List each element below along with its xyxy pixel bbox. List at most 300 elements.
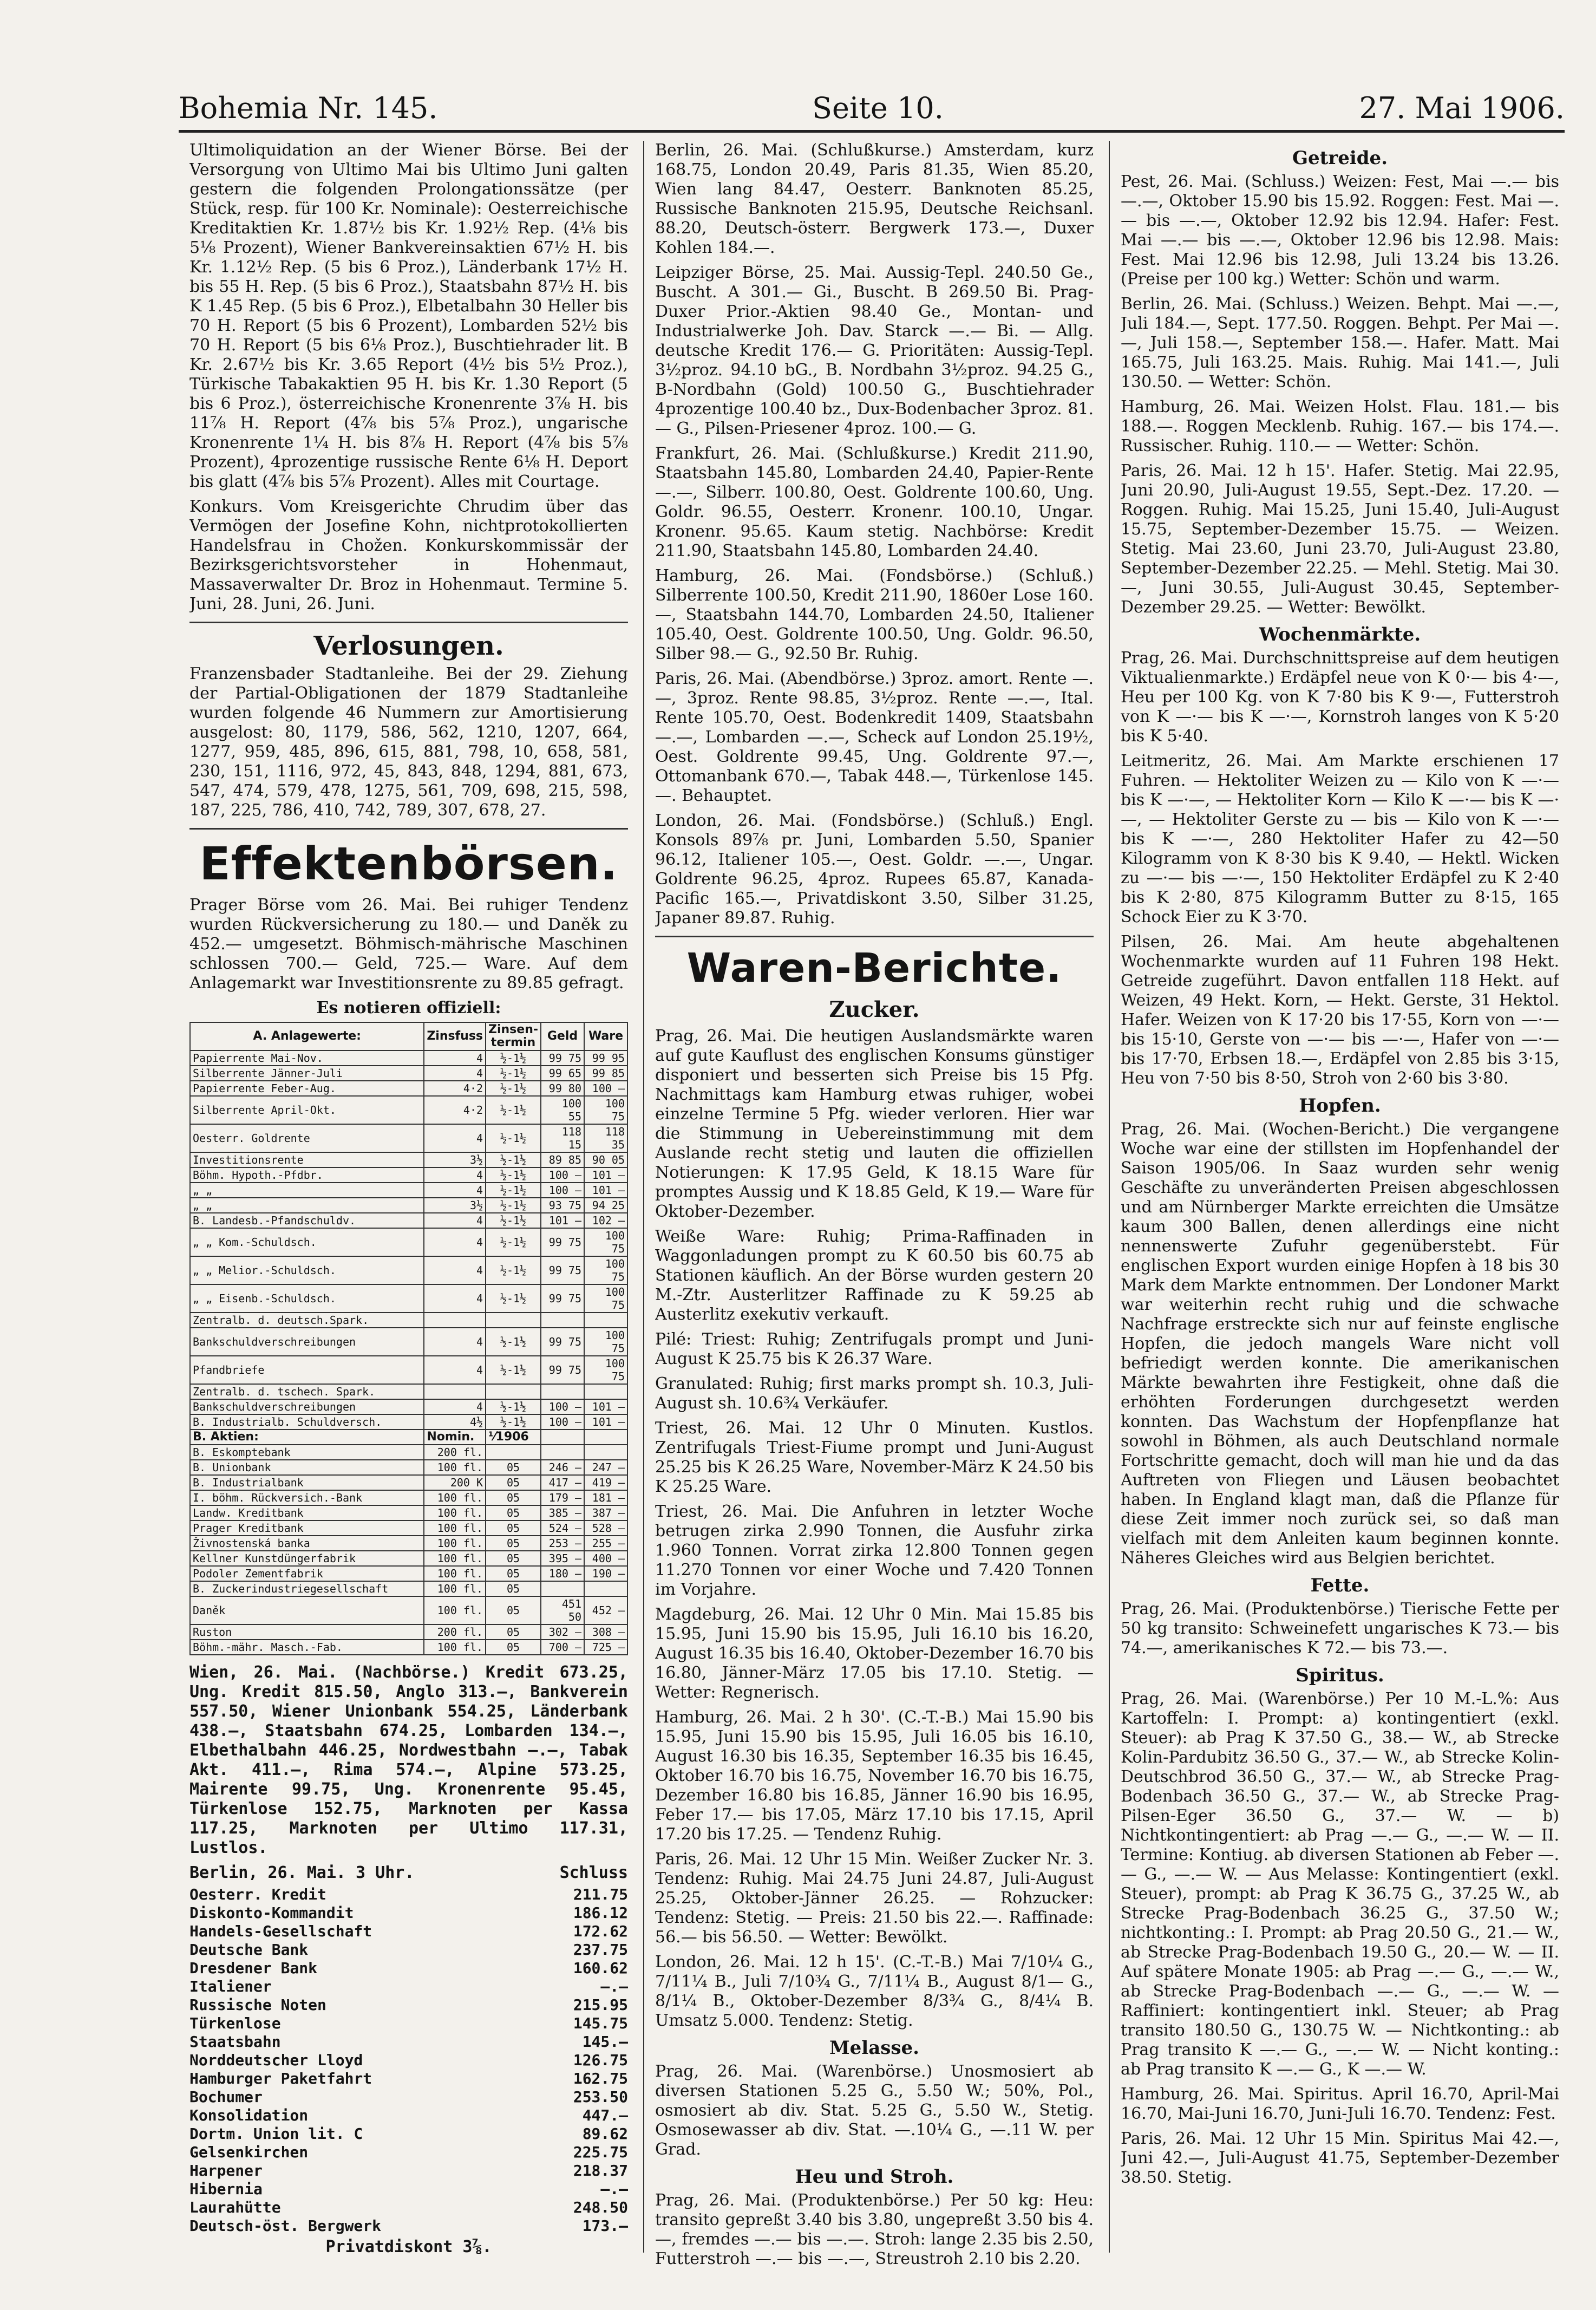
table-header: Zinsen-termin bbox=[486, 1022, 541, 1050]
list-item-name: Bochumer bbox=[189, 2088, 263, 2106]
table-cell: „ „ bbox=[190, 1198, 424, 1213]
table-row bbox=[190, 1081, 627, 1096]
table-cell: 200 fl. bbox=[424, 1624, 486, 1640]
page-header bbox=[179, 81, 1565, 133]
article-hopfen: Prag, 26. Mai. (Wochen-Bericht.) Die vergangene Woche war eine der stillsten im Hopfenhandel der Saison 1905/06. In Saaz wurden sehr wenig Geschäfte zu unveränderten Preisen abgeschlossen und am Nürnberger Markte erreichten die Umsätze kaum 300 Ballen, denen allerdings eine nicht nennenswerte Zufuhr gegenüberstebt. Für englischen Export wurden einige Hopfen à 18 bis 30 Mark dem Markte entnommen. Der Londoner Markt war weiterhin recht ruhig und die schwache Nachfrage erstreckte sich nur auf feinste englische Hopfen, die jedoch mangels Ware nicht voll befriedigt werden konnte. Die amerikanischen Märkte bewahrten ihre Festigkeit, ohne daß die erhöhten Forderungen durchgesetzt werden konnten. Das Wachstum der Hopfenpflanze hat sowohl in Böhmen, als auch Deutschland normale Fortschritte gemacht, doch will man hie und da das Auftreten von Fliegen und Läusen beobachtet haben. In England klagt man, daß die Pflanze für diese Zeit immer noch zurück sei, so daß man vielfach mit dem Anleiten kaum beginnen konnte. Näheres Gleiches wird aus Belgien berichtet. bbox=[1121, 1120, 1559, 1568]
table-cell: ½-1½ bbox=[486, 1066, 541, 1081]
divider bbox=[655, 936, 1094, 937]
table-cell: ½-1½ bbox=[486, 1284, 541, 1313]
divider bbox=[189, 828, 628, 830]
article-paris: Paris, 26. Mai. (Abendbörse.) 3proz. amort. Rente —.—, 3proz. Rente 98.85, 3½proz. Rente —.—, Ital. Rente 105.70, Oest. Bodenkredit 1409, Staatsbahn —.—, Lombarden —.—, Scheck auf London 25.19½, Oest. Goldrente 99.45, Ung. Goldrente 97.—, Ottomanbank 670.—, Tabak 448.—, Türkenlose 145.—. Behauptet. bbox=[655, 669, 1094, 805]
list-item bbox=[189, 2106, 628, 2125]
table-cell: 700 — bbox=[541, 1640, 584, 1655]
berlin-quote-list bbox=[189, 1863, 628, 2256]
article-prager-boerse: Prager Börse vom 26. Mai. Bei ruhiger Tendenz wurden Rückversicherung zu 180.— und Daněk zu 452.— umgesetzt. Böhmisch-mährische Maschinen schlossen 700.— Geld, 725.— Ware. Auf dem Anlagemarkt war Investitionsrente zu 89.85 gefragt. bbox=[189, 896, 628, 993]
table-cell bbox=[584, 1445, 627, 1460]
table-cell: B. Industrialb. Schuldversch. bbox=[190, 1414, 424, 1430]
table-cell: ½-1½ bbox=[486, 1256, 541, 1284]
table-cell: 94 25 bbox=[584, 1198, 627, 1213]
table-row bbox=[190, 1566, 627, 1581]
article-verlosung: Franzensbader Stadtanleihe. Bei der 29. Ziehung der Partial-Obligationen der 1879 Stadtanleihe wurden folgende 46 Nummern zur Amortisierung ausgelost: 80, 1179, 586, 562, 1210, 1207, 664, 1277, 959, 485, 896, 615, 881, 798, 10, 658, 581, 230, 151, 1116, 972, 45, 843, 848, 1294, 881, 673, 547, 474, 579, 478, 1275, 561, 709, 698, 215, 598, 187, 225, 786, 410, 742, 789, 307, 678, 27. bbox=[189, 664, 628, 820]
list-item-name: Deutsch-öst. Bergwerk bbox=[189, 2217, 382, 2235]
table-cell: 247 — bbox=[584, 1460, 627, 1475]
list-item-value: 218.37 bbox=[573, 2162, 628, 2180]
table-row bbox=[190, 1414, 627, 1430]
table-cell: 100 — bbox=[541, 1414, 584, 1430]
list-item bbox=[189, 2217, 628, 2235]
table-cell: Silberrente April-Okt. bbox=[190, 1096, 424, 1124]
article-london: London, 26. Mai. (Fondsbörse.) (Schluß.) Engl. Konsols 89⅞ pr. Juni, Lombarden 5.50, Spanier 96.12, Italiener 105.—, Oest. Goldr. —.—, Ungar. Goldrente 96.25, 4proz. Rupees 65.87, Kanada-Pacific 165.—, Privatdiskont 3.50, Silber 31.25, Japaner 89.87. Ruhig. bbox=[655, 811, 1094, 928]
article-spiritus-hamburg: Hamburg, 26. Mai. Spiritus. April 16.70, April-Mai 16.70, Mai-Juni 16.70, Juni-Juli 16.70. Tendenz: Fest. bbox=[1121, 2085, 1559, 2123]
table-cell: 102 — bbox=[584, 1213, 627, 1228]
table-cell: Landw. Kreditbank bbox=[190, 1505, 424, 1521]
article-wien-nachboerse: Wien, 26. Mai. (Nachbörse.) Kredit 673.25, Ung. Kredit 815.50, Anglo 313.—, Bankverein 557.50, Wiener Unionbank 554.25, Länderbank 438.—, Staatsbahn 674.25, Lombarden 134.—, Elbethalbahn 446.25, Nordwestbahn —.—, Tabak Akt. 411.—, Rima 574.—, Alpine 573.25, Mairente 99.75, Ung. Kronenrente 95.45, Türkenlose 152.75, Marknoten per Kassa 117.25, Marknoten per Ultimo 117.31, Lustlos. bbox=[189, 1663, 628, 1857]
table-cell: ½-1½ bbox=[486, 1356, 541, 1384]
table-header: Zinsfuss bbox=[424, 1022, 486, 1050]
list-item-name: Oesterr. Kredit bbox=[189, 1885, 326, 1903]
list-item bbox=[189, 2125, 628, 2143]
table-cell: Kellner Kunstdüngerfabrik bbox=[190, 1551, 424, 1566]
table-body-a bbox=[190, 1050, 627, 1430]
table-cell: 725 — bbox=[584, 1640, 627, 1655]
table-cell: 395 — bbox=[541, 1551, 584, 1566]
table-row bbox=[190, 1183, 627, 1198]
table-cell: Silberrente Jänner-Juli bbox=[190, 1066, 424, 1081]
table-cell: 99 75 bbox=[541, 1256, 584, 1284]
article-leipziger: Leipziger Börse, 25. Mai. Aussig-Tepl. 240.50 Ge., Buscht. A 301.— Gi., Buscht. B 269.50 Bi. Prag-Duxer Prior.-Aktien 98.40 Ge., Montan- und Industrialwerke Joh. Dav. Starck —.— Bi. — Allg. deutsche Kredit 176.— G. Prioritäten: Aussig-Tepl. 3½proz. 94.10 bG., B. Nordbahn 3½proz. 94.25 G., B-Nordbahn (Gold) 100.50 G., Buschtiehrader 4prozentige 100.40 bz., Dux-Bodenbacher 3proz. 81.— G., Pilsen-Priesener 4proz. 100.— G. bbox=[655, 263, 1094, 438]
list-item bbox=[189, 2051, 628, 2070]
table-cell: 255 — bbox=[584, 1536, 627, 1551]
list-item-name: Italiener bbox=[189, 1978, 272, 1995]
column-3 bbox=[1121, 141, 1559, 2269]
list-item bbox=[189, 1904, 628, 1922]
table-cell: 181 — bbox=[584, 1490, 627, 1505]
list-item-value: 253.50 bbox=[573, 2088, 628, 2106]
section-title-hopfen: Hopfen. bbox=[1299, 1095, 1381, 1117]
table-cell bbox=[486, 1313, 541, 1328]
table-cell bbox=[584, 1581, 627, 1596]
table-cell: 118 35 bbox=[584, 1124, 627, 1152]
list-item-value: 447.— bbox=[582, 2106, 628, 2124]
table-cell: 99 75 bbox=[541, 1228, 584, 1256]
table-cell: 4½ bbox=[424, 1414, 486, 1430]
list-item-name: Konsolidation bbox=[189, 2106, 309, 2124]
list-item-value: —.— bbox=[600, 2180, 628, 2198]
table-cell: 4 bbox=[424, 1066, 486, 1081]
table-cell: 99 95 bbox=[584, 1050, 627, 1066]
table-cell: 524 — bbox=[541, 1521, 584, 1536]
section-title-wochenmaerkte: Wochenmärkte. bbox=[1259, 624, 1421, 645]
table-cell: Živnostenská banka bbox=[190, 1536, 424, 1551]
table-cell: 100 fl. bbox=[424, 1460, 486, 1475]
table-cell: Oesterr. Goldrente bbox=[190, 1124, 424, 1152]
list-item bbox=[189, 2033, 628, 2051]
article-zucker-weisse: Weiße Ware: Ruhig; Prima-Raffinaden in Waggonladungen prompt zu K 60.50 bis 60.75 ab Stationen käuflich. An der Börse wurden gestern 20 M.-Ztr. Austerlitzer Raffinade zu K 59.25 ab Austerlitz exekutiv verkauft. bbox=[655, 1227, 1094, 1324]
table-cell: 05 bbox=[486, 1640, 541, 1655]
article-triest-2: Triest, 26. Mai. Die Anfuhren in letzter Woche betrugen zirka 2.990 Tonnen, die Ausfuhr zirka 1.960 Tonnen. Vorrat zirka 12.800 Tonnen gegen 11.270 Tonnen vor einer Woche und 7.420 Tonnen im Vorjahre. bbox=[655, 1502, 1094, 1599]
article-pilsen: Pilsen, 26. Mai. Am heute abgehaltenen Wochenmarkte wurden auf 11 Fuhren 198 Hekt. Getreide zugeführt. Davon entfallen 118 Hekt. auf Weizen, 49 Hekt. Korn, — Hekt. Gerste, 31 Hektol. Hafer. Weizen von K 17·20 bis 17·55, Korn von —·— bis 15·10, Gerste von —·— bis —·—, Hafer von —·— bis 17·70, Erbsen 18.—, Erdäpfel von 2.85 bis 3·15, Heu von 7·50 bis 8·50, Stroh von 2·60 bis 3·80. bbox=[1121, 932, 1559, 1088]
table-cell: ½-1½ bbox=[486, 1198, 541, 1213]
article-ultimo: Ultimoliquidation an der Wiener Börse. Bei der Versorgung von Ultimo Mai bis Ultimo Juni galten gestern die folgenden Prolongationssätze (per Stück, resp. für 100 Kr. Nominale): Oesterreichische Kreditaktien Kr. 1.87½ bis Kr. 1.92½ Rep. (4⅛ bis 5⅛ Prozent), Wiener Bankvereinsaktien 67½ H. bis Kr. 1.12½ Rep. (5 bis 6 Proz.), Länderbank 17½ H. bis 55 H. Rep. (5 bis 6 Proz.), Staatsbahn 87½ H. bis K 1.45 Rep. (5 bis 6 Proz.), Elbetalbahn 30 Heller bis 70 H. Report (5 bis 6 Prozent), Lombarden 52½ bis 70 H. Report (5 bis 6⅛ Proz.), Buschtiehrader lit. B Kr. 2.67½ bis Kr. 3.65 Report (4½ bis 5½ Proz.), Türkische Tabakaktien 95 H. bis Kr. 1.30 Report (5 bis 6 Proz.), österreichische Kronenrente 3⅞ H. bis 11⅞ H. Report (4⅞ bis 5⅞ Proz.), ungarische Kronenrente 1¼ H. bis 8⅞ H. Report (4⅞ bis 5⅞ Prozent), 4prozentige russische Rente 6⅛ H. Deport bis glatt (4⅞ bis 5⅞ Prozent). Alles mit Courtage. bbox=[189, 141, 628, 491]
table-cell: 101 — bbox=[584, 1183, 627, 1198]
table-cell: Böhm.-mähr. Masch.-Fab. bbox=[190, 1640, 424, 1655]
table-cell: 05 bbox=[486, 1596, 541, 1624]
table-cell: 452 — bbox=[584, 1596, 627, 1624]
table-cell: 4·2 bbox=[424, 1081, 486, 1096]
table-cell: 100 75 bbox=[584, 1328, 627, 1356]
table-cell: B. Landesb.-Pfandschuldv. bbox=[190, 1213, 424, 1228]
column-divider bbox=[643, 141, 644, 2253]
list-item-name: Türkenlose bbox=[189, 2014, 281, 2032]
berlin-list-header bbox=[189, 1863, 628, 1882]
table-cell: 417 — bbox=[541, 1475, 584, 1490]
article-spiritus-paris: Paris, 26. Mai. 12 Uhr 15 Min. Spiritus Mai 42.—, Juni 42.—, Juli-August 41.75, September-Dezember 38.50. Stetig. bbox=[1121, 2129, 1559, 2187]
table-cell: 89 85 bbox=[541, 1152, 584, 1167]
section-title-spiritus: Spiritus. bbox=[1296, 1665, 1384, 1686]
table-cell bbox=[541, 1313, 584, 1328]
table-cell: Daněk bbox=[190, 1596, 424, 1624]
table-header bbox=[541, 1430, 584, 1445]
table-cell: B. Industrialbank bbox=[190, 1475, 424, 1490]
article-leitmeritz: Leitmeritz, 26. Mai. Am Markte erschienen 17 Fuhren. — Hektoliter Weizen zu — Kilo von K —·— bis K —·—, — Hektoliter Korn — Kilo K —·— bis K —·—, — Hektoliter Gerste zu — bis — Kilo von K —·— bis K —·—, 280 Hektoliter Hafer zu 42—50 Kilogramm von K 8·30 bis K 9.40, — Hektl. Wicken zu —·— bis —·—, 150 Hektoliter Erdäpfel zu K 2·40 bis K 2·80, 875 Kilogramm Butter zu 8·15, 165 Schock Eier zu K 3·70. bbox=[1121, 752, 1559, 926]
table-header: Ware bbox=[584, 1022, 627, 1050]
section-title-getreide: Getreide. bbox=[1292, 147, 1388, 169]
list-item-name: Dortm. Union lit. C bbox=[189, 2125, 363, 2143]
table-cell: 100 — bbox=[541, 1167, 584, 1183]
list-item-value: 162.75 bbox=[573, 2070, 628, 2087]
table-cell: 100 75 bbox=[584, 1228, 627, 1256]
table-cell: 4 bbox=[424, 1228, 486, 1256]
table-cell: 246 — bbox=[541, 1460, 584, 1475]
issue-date: 27. Mai 1906. bbox=[1359, 91, 1565, 125]
table-cell: ½-1½ bbox=[486, 1124, 541, 1152]
table-cell: 99 85 bbox=[584, 1066, 627, 1081]
table-cell: 4 bbox=[424, 1124, 486, 1152]
table-cell: 100 — bbox=[541, 1399, 584, 1414]
table-row bbox=[190, 1066, 627, 1081]
table-row bbox=[190, 1313, 627, 1328]
table-cell: 180 — bbox=[541, 1566, 584, 1581]
notiert-label: Es notieren offiziell: bbox=[316, 999, 501, 1017]
table-row bbox=[190, 1581, 627, 1596]
table-row bbox=[190, 1624, 627, 1640]
table-cell: 100 — bbox=[541, 1183, 584, 1198]
list-item bbox=[189, 2014, 628, 2033]
table-cell: 100 fl. bbox=[424, 1566, 486, 1581]
table-cell: 100 75 bbox=[584, 1096, 627, 1124]
table-cell: 4·2 bbox=[424, 1096, 486, 1124]
list-item-value: 145.— bbox=[582, 2033, 628, 2051]
table-cell: „ „ Eisenb.-Schuldsch. bbox=[190, 1284, 424, 1313]
table-cell: Investitionsrente bbox=[190, 1152, 424, 1167]
table-cell: Böhm. Hypoth.-Pfdbr. bbox=[190, 1167, 424, 1183]
table-row bbox=[190, 1505, 627, 1521]
table-cell bbox=[424, 1313, 486, 1328]
table-cell bbox=[486, 1384, 541, 1399]
article-zucker-prag: Prag, 26. Mai. Die heutigen Auslandsmärkte waren auf gute Kauflust des englischen Konsums günstiger disponiert und besserten sich Preise bis 15 Pfg. Nachmittags kam Hamburg etwas ruhiger, wobei einzelne Termine 5 Pfg. wieder verloren. Hier war die Stimmung in Uebereinstimmung mit dem Auslande recht stetig und lauten die offiziellen Notierungen: K 17.95 Geld, K 18.15 Ware für promptes Aussig und K 18.85 Geld, K 19.— Ware für Oktober-Dezember. bbox=[655, 1027, 1094, 1221]
article-triest-1: Triest, 26. Mai. 12 Uhr 0 Minuten. Kustlos. Zentrifugals Triest-Fiume prompt und Juni-August 25.25 bis K 26.25 Ware, November-März K 24.50 bis K 25.25 Ware. bbox=[655, 1419, 1094, 1496]
table-cell: ½-1½ bbox=[486, 1081, 541, 1096]
table-cell: 528 — bbox=[584, 1521, 627, 1536]
table-cell bbox=[541, 1445, 584, 1460]
table-cell: Pfandbriefe bbox=[190, 1356, 424, 1384]
table-cell: ½-1½ bbox=[486, 1167, 541, 1183]
article-paris-getreide: Paris, 26. Mai. 12 h 15'. Hafer. Stetig. Mai 22.95, Juni 20.90, Juli-August 19.55, Sept.-Dez. 17.20. — Roggen. Ruhig. Mai 15.25, Juni 15.40, Juli-August 15.75, September-Dezember 15.75. — Weizen. Stetig. Mai 23.60, Juni 23.70, Juli-August 23.80, September-Dezember 22.25. — Mehl. Stetig. Mai 30.—, Juni 30.55, Juli-August 30.45, September-Dezember 29.25. — Wetter: Bewölkt. bbox=[1121, 461, 1559, 617]
list-item-name: Handels-Gesellschaft bbox=[189, 1922, 372, 1940]
article-heu-stroh: Prag, 26. Mai. (Produktenbörse.) Per 50 kg: Heu: transito gepreßt 3.40 bis 3.80, ungepreßt 3.50 bis 4.—, fremdes —.— bis —.—. Stroh: lange 2.35 bis 2.50, Futterstroh —.— bis —.—, Streustroh 2.10 bis 2.20. bbox=[655, 2191, 1094, 2268]
list-item-value: 126.75 bbox=[573, 2051, 628, 2069]
list-item-value: 248.50 bbox=[573, 2198, 628, 2216]
table-row bbox=[190, 1356, 627, 1384]
list-item bbox=[189, 1922, 628, 1941]
table-row bbox=[190, 1284, 627, 1313]
table-cell: 3½ bbox=[424, 1152, 486, 1167]
section-title-zucker: Zucker. bbox=[829, 997, 920, 1022]
table-cell: Prager Kreditbank bbox=[190, 1521, 424, 1536]
table-row bbox=[190, 1124, 627, 1152]
table-cell: ½-1½ bbox=[486, 1152, 541, 1167]
list-item bbox=[189, 2198, 628, 2217]
table-cell: 200 fl. bbox=[424, 1445, 486, 1460]
table-cell: ½-1½ bbox=[486, 1414, 541, 1430]
table-cell: „ „ Melior.-Schuldsch. bbox=[190, 1256, 424, 1284]
list-item bbox=[189, 1978, 628, 1996]
table-row bbox=[190, 1167, 627, 1183]
article-melasse: Prag, 26. Mai. (Warenbörse.) Unosmosiert ab diversen Stationen 5.25 G., 5.50 W.; 50%, Pol., osmosiert ab div. Stat. 5.25 G., 5.50 W., Stetig. Osmosewasser ab div. Stat. —.10¼ G., —.11 W. per Grad. bbox=[655, 2062, 1094, 2159]
table-cell: 308 — bbox=[584, 1624, 627, 1640]
table-cell: 99 75 bbox=[541, 1328, 584, 1356]
table-cell: 99 65 bbox=[541, 1066, 584, 1081]
table-cell: 90 05 bbox=[584, 1152, 627, 1167]
article-fette: Prag, 26. Mai. (Produktenbörse.) Tierische Fette per 50 kg transito: Schweinefett ungarisches K 73.— bis 74.—, amerikanisches K 72.— bis 73.—. bbox=[1121, 1600, 1559, 1658]
table-cell: 302 — bbox=[541, 1624, 584, 1640]
list-item-name: Staatsbahn bbox=[189, 2033, 281, 2051]
table-cell: 05 bbox=[486, 1624, 541, 1640]
table-cell: I. böhm. Rückversich.-Bank bbox=[190, 1490, 424, 1505]
article-london-zucker: London, 26. Mai. 12 h 15'. (C.-T.-B.) Mai 7/10¼ G., 7/11¼ B., Juli 7/10¾ G., 7/11¼ B., August 8/1— G., 8/1¼ B., Oktober-Dezember 8/3¾ G., 8/4¼ B. Umsatz 5.000. Tendenz: Stetig. bbox=[655, 1953, 1094, 2030]
berlin-list-title: Berlin, 26. Mai. 3 Uhr. bbox=[189, 1863, 415, 1882]
table-cell: 101 — bbox=[584, 1167, 627, 1183]
table-row bbox=[190, 1328, 627, 1356]
table-cell: 253 — bbox=[541, 1536, 584, 1551]
table-cell: 179 — bbox=[541, 1490, 584, 1505]
paper-title: Bohemia Nr. 145. bbox=[179, 91, 438, 125]
table-cell: 99 75 bbox=[541, 1356, 584, 1384]
table-cell bbox=[541, 1581, 584, 1596]
table-row bbox=[190, 1152, 627, 1167]
table-cell: 4 bbox=[424, 1167, 486, 1183]
table-cell: 4 bbox=[424, 1328, 486, 1356]
list-item-value: 237.75 bbox=[573, 1941, 628, 1959]
table-cell: Papierrente Feber-Aug. bbox=[190, 1081, 424, 1096]
table-cell: Zentralb. d. deutsch.Spark. bbox=[190, 1313, 424, 1328]
article-pest: Pest, 26. Mai. (Schluss.) Weizen: Fest, Mai —.— bis —.—, Oktober 15.90 bis 15.92. Roggen: Fest. Mai —.— bis —.—, Oktober 12.92 bis 12.94. Hafer: Fest. Mai —.— bis —.—, Oktober 12.96 bis 12.98. Mais: Fest. Mai 12.96 bis 12.98, Juli 13.24 bis 13.26. (Preise per 100 kg.) Wetter: Schön und warm. bbox=[1121, 172, 1559, 289]
table-cell: 200 K bbox=[424, 1475, 486, 1490]
table-cell: 05 bbox=[486, 1581, 541, 1596]
table-cell: 100 75 bbox=[584, 1256, 627, 1284]
table-cell: 4 bbox=[424, 1256, 486, 1284]
table-cell: Bankschuldverschreibungen bbox=[190, 1399, 424, 1414]
quotes-table bbox=[189, 1022, 628, 1655]
column-divider bbox=[1109, 141, 1110, 2253]
table-cell: 385 — bbox=[541, 1505, 584, 1521]
page-number: Seite 10. bbox=[812, 91, 944, 125]
privatdiskont: Privatdiskont 3⅞. bbox=[325, 2237, 492, 2256]
table-cell: 99 75 bbox=[541, 1050, 584, 1066]
table-row bbox=[190, 1596, 627, 1624]
article-magdeburg: Magdeburg, 26. Mai. 12 Uhr 0 Min. Mai 15.85 bis 15.95, Juni 15.90 bis 15.95, Juli 16.10 bis 16.20, August 16.35 bis 16.40, Oktober-Dezember 16.70 bis 16.80, Jänner-März 17.05 bis 17.10. Stetig. — Wetter: Regnerisch. bbox=[655, 1605, 1094, 1702]
table-row bbox=[190, 1198, 627, 1213]
table-cell: 4 bbox=[424, 1399, 486, 1414]
table-header bbox=[584, 1430, 627, 1445]
table-row bbox=[190, 1050, 627, 1066]
section-title-waren-berichte: Waren-Berichte. bbox=[686, 945, 1062, 991]
article-hamburg-getreide: Hamburg, 26. Mai. Weizen Holst. Flau. 181.— bis 188.—. Roggen Mecklenb. Ruhig. 167.— bis 174.—. Russischer. Ruhig. 110.— — Wetter: Schön. bbox=[1121, 397, 1559, 455]
table-cell: 05 bbox=[486, 1536, 541, 1551]
table-row bbox=[190, 1096, 627, 1124]
table-row bbox=[190, 1551, 627, 1566]
table-cell: B. Eskomptebank bbox=[190, 1445, 424, 1460]
list-item bbox=[189, 2180, 628, 2198]
table-cell: 4 bbox=[424, 1284, 486, 1313]
list-item bbox=[189, 1885, 628, 1904]
article-zucker-pile: Pilé: Triest: Ruhig; Zentrifugals prompt und Juni-August K 25.75 bis K 26.37 Ware. bbox=[655, 1330, 1094, 1368]
table-row bbox=[190, 1384, 627, 1399]
list-item-name: Gelsenkirchen bbox=[189, 2143, 309, 2161]
table-row bbox=[190, 1640, 627, 1655]
berlin-list-col: Schluss bbox=[559, 1863, 628, 1882]
list-item bbox=[189, 2088, 628, 2106]
table-cell: 100 fl. bbox=[424, 1640, 486, 1655]
table-cell: 100 fl. bbox=[424, 1536, 486, 1551]
table-cell bbox=[486, 1445, 541, 1460]
table-cell: 3½ bbox=[424, 1198, 486, 1213]
article-berlin: Berlin, 26. Mai. (Schlußkurse.) Amsterdam, kurz 168.75, London 20.49, Paris 81.35, Wien 85.20, Wien lang 84.47, Oesterr. Banknoten 85.25, Russische Banknoten 215.95, Deutsche Reichsanl. 88.20, Deutsch-österr. Bergwerk 173.—, Duxer Kohlen 184.—. bbox=[655, 141, 1094, 257]
table-row bbox=[190, 1445, 627, 1460]
list-item-name: Norddeutscher Lloyd bbox=[189, 2051, 363, 2069]
table-cell: 05 bbox=[486, 1505, 541, 1521]
article-frankfurt: Frankfurt, 26. Mai. (Schlußkurse.) Kredit 211.90, Staatsbahn 145.80, Lombarden 24.40, Papier-Rente —.—, Silberr. 100.80, Oest. Goldrente 100.60, Ung. Goldr. 96.55, Oesterr. Kronenr. 100.10, Ungar. Kronenr. 95.65. Kaum stetig. Nachbörse: Kredit 211.90, Staatsbahn 145.80, Lombarden 24.40. bbox=[655, 444, 1094, 560]
table-cell: ½-1½ bbox=[486, 1050, 541, 1066]
article-paris-zucker: Paris, 26. Mai. 12 Uhr 15 Min. Weißer Zucker Nr. 3. Tendenz: Ruhig. Mai 24.75 Juni 24.87, Juli-August 25.25, Oktober-Jänner 26.25. — Rohzucker: Tendenz: Stetig. — Preis: 21.50 bis 22.—. Raffinade: 56.— bis 56.50. — Wetter: Bewölkt. bbox=[655, 1850, 1094, 1947]
table-body-b bbox=[190, 1445, 627, 1655]
table-cell: 100 fl. bbox=[424, 1521, 486, 1536]
table-cell: 99 80 bbox=[541, 1081, 584, 1096]
table-header: A. Anlagewerte: bbox=[190, 1022, 424, 1050]
table-header: ⅟1906 bbox=[486, 1430, 541, 1445]
list-item-name: Deutsche Bank bbox=[189, 1941, 309, 1959]
section-title-melasse: Melasse. bbox=[829, 2037, 919, 2059]
table-cell: Ruston bbox=[190, 1624, 424, 1640]
table-cell bbox=[424, 1384, 486, 1399]
section-title-heu-stroh: Heu und Stroh. bbox=[795, 2166, 954, 2188]
article-hamburg-zucker: Hamburg, 26. Mai. 2 h 30'. (C.-T.-B.) Mai 15.90 bis 15.95, Juni 15.90 bis 15.95, Juli 16.05 bis 16.10, August 16.30 bis 16.35, September 16.35 bis 16.45, Oktober 16.70 bis 16.75, November 16.70 bis 16.75, Dezember 16.80 bis 16.85, Jänner 16.90 bis 16.95, Feber 17.— bis 17.05, März 17.10 bis 17.15, April 17.20 bis 17.25. — Tendenz Ruhig. bbox=[655, 1708, 1094, 1844]
list-item-value: 186.12 bbox=[573, 1904, 628, 1922]
table-row bbox=[190, 1399, 627, 1414]
table-cell: 101 — bbox=[541, 1213, 584, 1228]
table-cell: 05 bbox=[486, 1566, 541, 1581]
list-item bbox=[189, 2143, 628, 2162]
table-body-b-header bbox=[190, 1430, 627, 1445]
table-cell: 05 bbox=[486, 1460, 541, 1475]
table-cell: 387 — bbox=[584, 1505, 627, 1521]
table-cell: 99 75 bbox=[541, 1284, 584, 1313]
table-row bbox=[190, 1213, 627, 1228]
list-item-value: 215.95 bbox=[573, 1996, 628, 2014]
table-cell bbox=[541, 1384, 584, 1399]
table-cell: 100 fl. bbox=[424, 1490, 486, 1505]
table-header: B. Aktien: bbox=[190, 1430, 424, 1445]
table-cell: 100 — bbox=[584, 1081, 627, 1096]
table-cell: 4 bbox=[424, 1356, 486, 1384]
table-row bbox=[190, 1536, 627, 1551]
table-row bbox=[190, 1475, 627, 1490]
table-row bbox=[190, 1521, 627, 1536]
table-cell: 451 50 bbox=[541, 1596, 584, 1624]
table-cell: ½-1½ bbox=[486, 1183, 541, 1198]
table-cell: B. Zuckerindustriegesellschaft bbox=[190, 1581, 424, 1596]
list-item bbox=[189, 1996, 628, 2014]
table-cell: 05 bbox=[486, 1551, 541, 1566]
table-row bbox=[190, 1460, 627, 1475]
table-header: Geld bbox=[541, 1022, 584, 1050]
list-item bbox=[189, 2070, 628, 2088]
list-item bbox=[189, 2162, 628, 2180]
table-cell bbox=[584, 1384, 627, 1399]
table-cell: ½-1½ bbox=[486, 1228, 541, 1256]
article-zucker-granulated: Granulated: Ruhig; first marks prompt sh. 10.3, Juli-August sh. 10.6¾ Verkäufer. bbox=[655, 1374, 1094, 1413]
column-2 bbox=[655, 141, 1094, 2269]
list-item-value: 225.75 bbox=[573, 2143, 628, 2161]
list-item-value: —.— bbox=[600, 1978, 628, 1995]
article-spiritus-prag: Prag, 26. Mai. (Warenbörse.) Per 10 M.-L.%: Aus Kartoffeln: I. Prompt: a) kontingentiert (exkl. Steuer): ab Prag K 37.50 G., 38.— W., ab Strecke Kolin-Pardubitz 36.50 G., 37.— W., ab Strecke Kolin-Deutschbrod 36.50 G., 37.— W., ab Strecke Prag-Bodenbach 36.50 G., 37.— W., ab Strecke Prag-Pilsen-Eger 36.50 G., 37.— W. — b) Nichtkontingentiert: ab Prag —.— G., —.— W. — II. Termine: Kontiug. ab diversen Stationen ab Feber —.— G., —.— W. — Aus Melasse: Kontingentiert (exkl. Steuer), prompt: ab Prag K 36.75 G., 37.25 W., ab Strecke Prag-Bodenbach 36.25 G., 37.50 W.; nichtkonting.: I. Prompt: ab Prag 20.50 G., 21.— W., ab Strecke Prag-Bodenbach 19.50 G., 20.— W. — II. Auf spätere Monate 1905: ab Prag —.— G., —.— W., ab Strecke Prag-Bodenbach —.— G., —.— W. — Raffiniert: kontingentiert inkl. Steuer; ab Prag transito 180.50 G., 130.75 W. — Nichtkonting.: ab Prag transito K —.— G., —.— W. — Nicht konting.: ab Prag transito K —.— G., K —.— W. bbox=[1121, 1689, 1559, 2079]
table-cell: Papierrente Mai-Nov. bbox=[190, 1050, 424, 1066]
list-item-name: Hamburger Paketfahrt bbox=[189, 2070, 372, 2087]
table-cell: 93 75 bbox=[541, 1198, 584, 1213]
table-row bbox=[190, 1490, 627, 1505]
list-item-name: Harpener bbox=[189, 2162, 263, 2180]
table-cell: 400 — bbox=[584, 1551, 627, 1566]
table-cell: 05 bbox=[486, 1521, 541, 1536]
table-row bbox=[190, 1228, 627, 1256]
table-cell: 419 — bbox=[584, 1475, 627, 1490]
table-cell: Zentralb. d. tschech. Spark. bbox=[190, 1384, 424, 1399]
newspaper-page bbox=[179, 81, 1565, 2280]
table-cell: 4 bbox=[424, 1050, 486, 1066]
table-cell: B. Unionbank bbox=[190, 1460, 424, 1475]
list-item-name: Russische Noten bbox=[189, 1996, 326, 2014]
table-cell: Bankschuldverschreibungen bbox=[190, 1328, 424, 1356]
table-cell: „ „ Kom.-Schuldsch. bbox=[190, 1228, 424, 1256]
table-cell: 190 — bbox=[584, 1566, 627, 1581]
divider bbox=[189, 622, 628, 623]
section-title-fette: Fette. bbox=[1310, 1575, 1370, 1596]
article-hamburg: Hamburg, 26. Mai. (Fondsbörse.) (Schluß.) Silberrente 100.50, Kredit 211.90, 1860er Lose 160.—, Staatsbahn 144.70, Lombarden 24.50, Italiener 105.40, Oest. Goldrente 100.50, Ung. Goldr. 96.50, Silber 98.— G., 92.50 Br. Ruhig. bbox=[655, 566, 1094, 663]
article-berlin-getreide: Berlin, 26. Mai. (Schluss.) Weizen. Behpt. Mai —.—, Juli 184.—, Sept. 177.50. Roggen. Behpt. Per Mai —.—, Juli 158.—, September 158.—. Hafer. Matt. Mai 165.75, Juli 163.25. Mais. Ruhig. Mai 141.—, Juli 130.50. — Wetter: Schön. bbox=[1121, 295, 1559, 391]
list-item-value: 145.75 bbox=[573, 2014, 628, 2032]
berlin-rows bbox=[189, 1885, 628, 2235]
table-cell: ½-1½ bbox=[486, 1213, 541, 1228]
column-1 bbox=[189, 141, 628, 2269]
table-cell: ½-1½ bbox=[486, 1399, 541, 1414]
table-cell bbox=[584, 1313, 627, 1328]
table-cell: „ „ bbox=[190, 1183, 424, 1198]
list-item-value: 160.62 bbox=[573, 1959, 628, 1977]
table-cell: 100 fl. bbox=[424, 1581, 486, 1596]
section-title-effektenboersen: Effektenbörsen. bbox=[199, 837, 618, 890]
article-wochen-prag: Prag, 26. Mai. Durchschnittspreise auf dem heutigen Viktualienmarkte.) Erdäpfel neue von K 0·— bis 4·—, Heu per 100 Kg. von K 7·80 bis K 9·—, Futterstroh von K —·— bis K —·—, Kornstroh langes von K 5·20 bis K 5·40. bbox=[1121, 649, 1559, 746]
table-cell: 101 — bbox=[584, 1399, 627, 1414]
